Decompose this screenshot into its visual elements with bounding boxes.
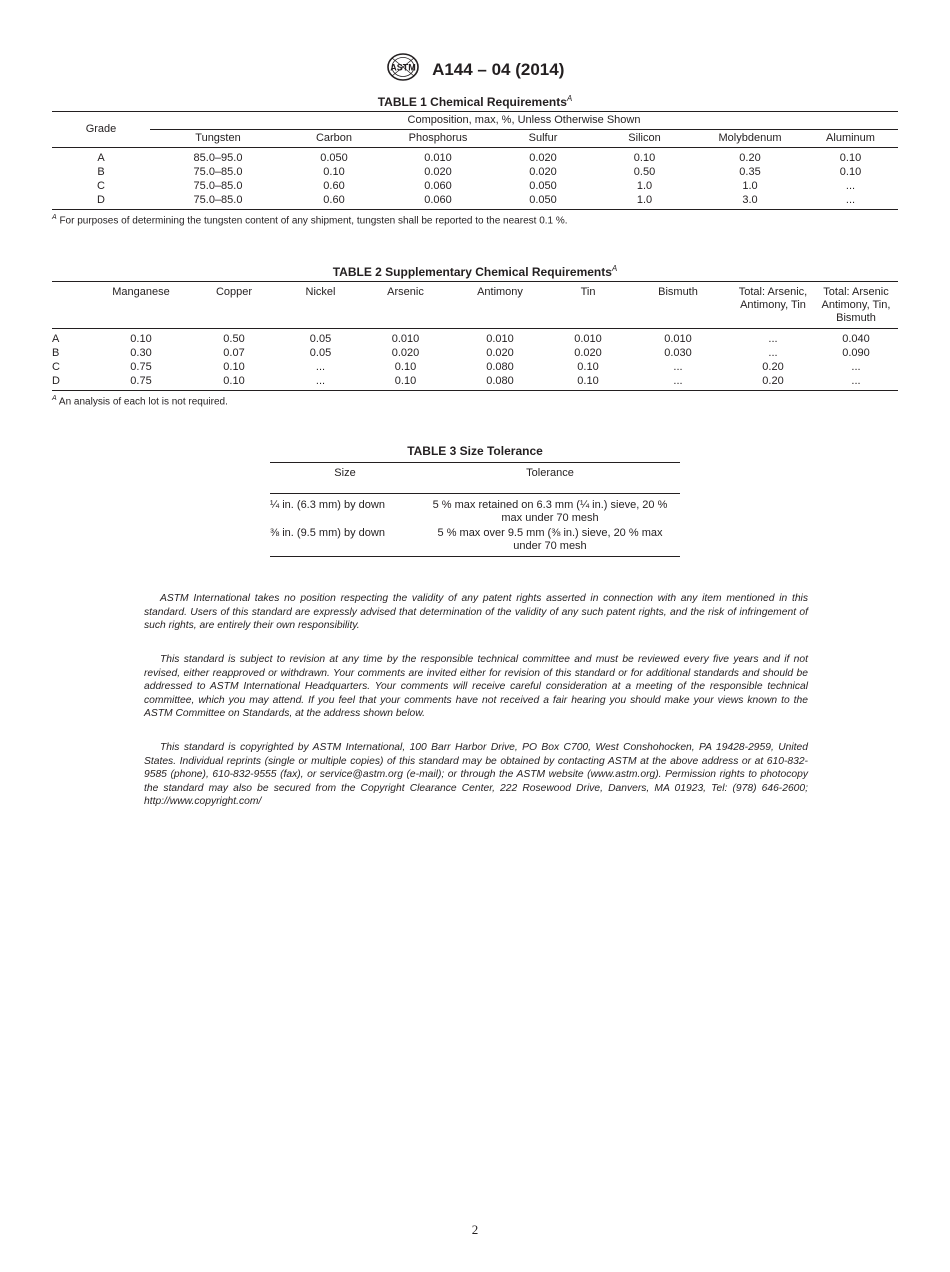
table-cell: ... — [845, 180, 856, 192]
table-cell: 0.010 — [486, 333, 514, 345]
table-cell: 1.0 — [636, 194, 653, 206]
table-row — [52, 148, 898, 166]
table2-grade-header — [52, 282, 92, 329]
table2-footnote-mark: A — [52, 395, 57, 402]
table-row — [52, 360, 898, 374]
table-cell: 0.10 — [394, 361, 417, 373]
table-cell: 0.10 — [839, 166, 862, 178]
page-header — [0, 52, 950, 87]
table3-size-tolerance — [270, 462, 680, 557]
table2-col-header — [552, 282, 624, 329]
table-cell: 0.090 — [842, 347, 870, 359]
table-cell: 0.07 — [223, 347, 245, 359]
table-cell: 0.10 — [223, 361, 245, 373]
header-line: Manganese — [112, 286, 170, 298]
header-line: Antimony, Tin — [740, 299, 806, 311]
tolerance-cell — [420, 494, 680, 526]
table-cell: 0.35 — [739, 166, 761, 178]
table-cell: ... — [845, 194, 856, 206]
table2-col-header — [732, 282, 814, 329]
table-cell: 0.10 — [323, 166, 345, 178]
table-cell: 0.10 — [394, 375, 417, 387]
table1-footnote-text: For purposes of determining the tungsten content of any shipment, tungsten shall be reported to the nearest 0.1 %. — [56, 215, 568, 227]
table1-col-header: Molybdenum — [697, 130, 803, 148]
table-cell: ... — [851, 361, 861, 373]
tolerance-line: max under 70 mesh — [501, 512, 599, 524]
table-cell: ... — [673, 375, 683, 387]
header-line: Antimony, Tin, — [821, 299, 891, 311]
table-row — [270, 525, 680, 557]
grade-cell: D — [97, 194, 105, 206]
table-cell: 0.50 — [633, 166, 656, 178]
size-cell: ¼ in. (6.3 mm) by down — [270, 499, 385, 511]
table-cell: 0.080 — [486, 361, 514, 373]
table-cell: 0.010 — [574, 333, 602, 345]
header-line: Arsenic — [387, 286, 424, 298]
table-cell: 0.050 — [320, 152, 348, 164]
table-cell: 0.20 — [762, 375, 784, 387]
table3-col-header: Size — [270, 463, 420, 494]
grade-cell: A — [97, 152, 105, 164]
table-cell: 0.10 — [130, 333, 152, 345]
grade-cell: A — [52, 333, 60, 345]
table1-caption — [52, 94, 898, 109]
table1-grade-header: Grade — [52, 112, 150, 148]
table-cell: 0.75 — [130, 361, 152, 373]
table2-col-header — [278, 282, 363, 329]
header-line: Antimony — [477, 286, 523, 298]
table2-col-header — [448, 282, 552, 329]
table2-col-header — [92, 282, 190, 329]
table-cell: 0.05 — [309, 333, 332, 345]
logo-text: ASTM — [389, 62, 416, 73]
table-cell: ... — [315, 361, 326, 373]
table-cell: 75.0–85.0 — [193, 180, 243, 192]
table2-footnote-text: An analysis of each lot is not required. — [56, 396, 228, 408]
table-row — [270, 494, 680, 526]
table-cell: 0.10 — [223, 375, 245, 387]
table1-title-note: A — [566, 94, 573, 103]
table-cell: 75.0–85.0 — [193, 194, 243, 206]
table-row — [52, 346, 898, 360]
table-cell: ... — [768, 333, 778, 345]
table-cell: ... — [851, 375, 861, 387]
table2-footnote — [52, 395, 228, 407]
table-cell: 0.10 — [633, 152, 656, 164]
table2-col-header — [814, 282, 898, 329]
standard-designation: A144 – 04 (2014) — [432, 59, 565, 79]
tolerance-cell — [420, 525, 680, 557]
table-row — [52, 165, 898, 179]
grade-cell: C — [52, 361, 60, 373]
tolerance-line: 5 % max retained on 6.3 mm (¼ in.) sieve, 20 % — [432, 499, 668, 511]
table1-col-header: Aluminum — [803, 130, 898, 148]
size-cell: ⅜ in. (9.5 mm) by down — [270, 527, 385, 539]
table2-col-header — [190, 282, 278, 329]
header-line: Tin — [580, 286, 596, 298]
patent-notice: ASTM International takes no position respecting the validity of any patent rights asserted in connection with any item mentioned in this standard. Users of this standard are expressly advised that determination of the validity of any such patent rights, and the risk of infringement of such rights, are entirely their own responsibility. — [144, 593, 808, 632]
table-cell: 0.20 — [739, 152, 761, 164]
header-line: Total: Arsenic — [823, 286, 889, 298]
table-cell: 0.040 — [842, 333, 870, 345]
header-line: Bismuth — [658, 286, 698, 298]
header-line: Total: Arsenic, — [738, 286, 808, 298]
table2-col-header — [624, 282, 732, 329]
table-cell: 1.0 — [636, 180, 653, 192]
table-cell: 0.10 — [577, 375, 599, 387]
tolerance-line: under 70 mesh — [513, 540, 587, 552]
header-line: Nickel — [305, 286, 336, 298]
table-cell: 0.010 — [391, 333, 420, 345]
copyright-notice: This standard is copyrighted by ASTM International, 100 Barr Harbor Drive, PO Box C700, West Conshohocken, PA 19428-2959, United States. Individual reprints (single or multiple copies) of this standard may be obtained by contacting ASTM at the above address or at 610-832-9585 (phone), 610-832-9555 (fax), or service@astm.org (e-mail); or through the ASTM website (www.astm.org). Permission rights to photocopy the standard may also be secured from the Copyright Clearance Center, 222 Rosewood Drive, Danvers, MA 01923, Tel: (978) 646-2600; http://www.copyright.com/ — [144, 742, 808, 808]
table-cell: 0.30 — [130, 347, 152, 359]
grade-cell: B — [52, 347, 60, 359]
table1-col-header: Silicon — [592, 130, 697, 148]
table-cell: 0.20 — [762, 361, 784, 373]
table-cell: 0.060 — [424, 180, 452, 192]
table-cell: 85.0–95.0 — [193, 152, 243, 164]
table-cell: 0.020 — [391, 347, 420, 359]
tolerance-line: 5 % max over 9.5 mm (⅜ in.) sieve, 20 % max — [437, 527, 663, 539]
table3-col-header: Tolerance — [420, 463, 680, 494]
table-row — [52, 179, 898, 193]
table1-title: TABLE 1 Chemical Requirements — [377, 95, 567, 109]
table1-span-header: Composition, max, %, Unless Otherwise Shown — [150, 112, 898, 130]
table2-title: TABLE 2 Supplementary Chemical Requirements — [332, 265, 612, 279]
table-cell: 0.020 — [529, 166, 557, 178]
table-cell: 0.010 — [664, 333, 692, 345]
table-cell: 0.060 — [424, 194, 452, 206]
table-row — [52, 374, 898, 391]
table-row — [52, 329, 898, 347]
table-cell: 0.50 — [223, 333, 245, 345]
table2-col-header — [363, 282, 448, 329]
table-cell: 0.050 — [529, 194, 557, 206]
table1-chemical-requirements — [52, 111, 898, 210]
table-cell: 1.0 — [742, 180, 758, 192]
table-cell: ... — [768, 347, 778, 359]
table-cell: 0.020 — [574, 347, 602, 359]
table-cell: 0.020 — [529, 152, 557, 164]
table-cell: ... — [673, 361, 683, 373]
table-cell: 0.60 — [323, 194, 345, 206]
table-cell: 0.030 — [664, 347, 692, 359]
table-cell: 0.010 — [424, 152, 452, 164]
table1-col-header: Sulfur — [494, 130, 592, 148]
table1-footnote-mark: A — [52, 214, 57, 221]
table-cell: 0.60 — [323, 180, 345, 192]
header-line: Bismuth — [836, 312, 876, 324]
table2-title-note: A — [611, 264, 618, 273]
table-cell: 0.05 — [309, 347, 332, 359]
table1-col-header: Tungsten — [150, 130, 286, 148]
grade-cell: D — [52, 375, 60, 387]
table-cell: 0.050 — [529, 180, 557, 192]
revision-notice: This standard is subject to revision at any time by the responsible technical committee and must be reviewed every five years and if not revised, either reapproved or withdrawn. Your comments are invited either for revision of this standard or for additional standards and should be addressed to ASTM International Headquarters. Your comments will receive careful consideration at a meeting of the responsible technical committee, which you may attend. If you feel that your comments have not received a fair hearing you should make your views known to the ASTM Committee on Standards, at the address shown below. — [144, 654, 808, 720]
grade-cell: B — [97, 166, 105, 178]
astm-logo-icon — [386, 52, 420, 87]
table-cell: 0.020 — [424, 166, 452, 178]
table1-col-header: Carbon — [286, 130, 382, 148]
table-cell: 75.0–85.0 — [193, 166, 243, 178]
table-cell: 0.75 — [130, 375, 152, 387]
table2-caption — [52, 264, 898, 279]
table-row — [52, 193, 898, 210]
table3-caption — [270, 444, 680, 458]
table-cell: 0.10 — [577, 361, 599, 373]
grade-cell: C — [97, 180, 105, 192]
table-cell: 0.080 — [486, 375, 514, 387]
table3-title: TABLE 3 Size Tolerance — [407, 444, 543, 458]
table-cell: 0.10 — [839, 152, 862, 164]
table2-supplementary-requirements — [52, 281, 898, 391]
table1-footnote — [52, 214, 568, 226]
table1-col-header: Phosphorus — [382, 130, 494, 148]
table-cell: 3.0 — [742, 194, 758, 206]
table-cell: 0.020 — [486, 347, 514, 359]
page-number: 2 — [471, 1222, 479, 1237]
header-line: Copper — [215, 286, 253, 298]
table-cell: ... — [315, 375, 326, 387]
